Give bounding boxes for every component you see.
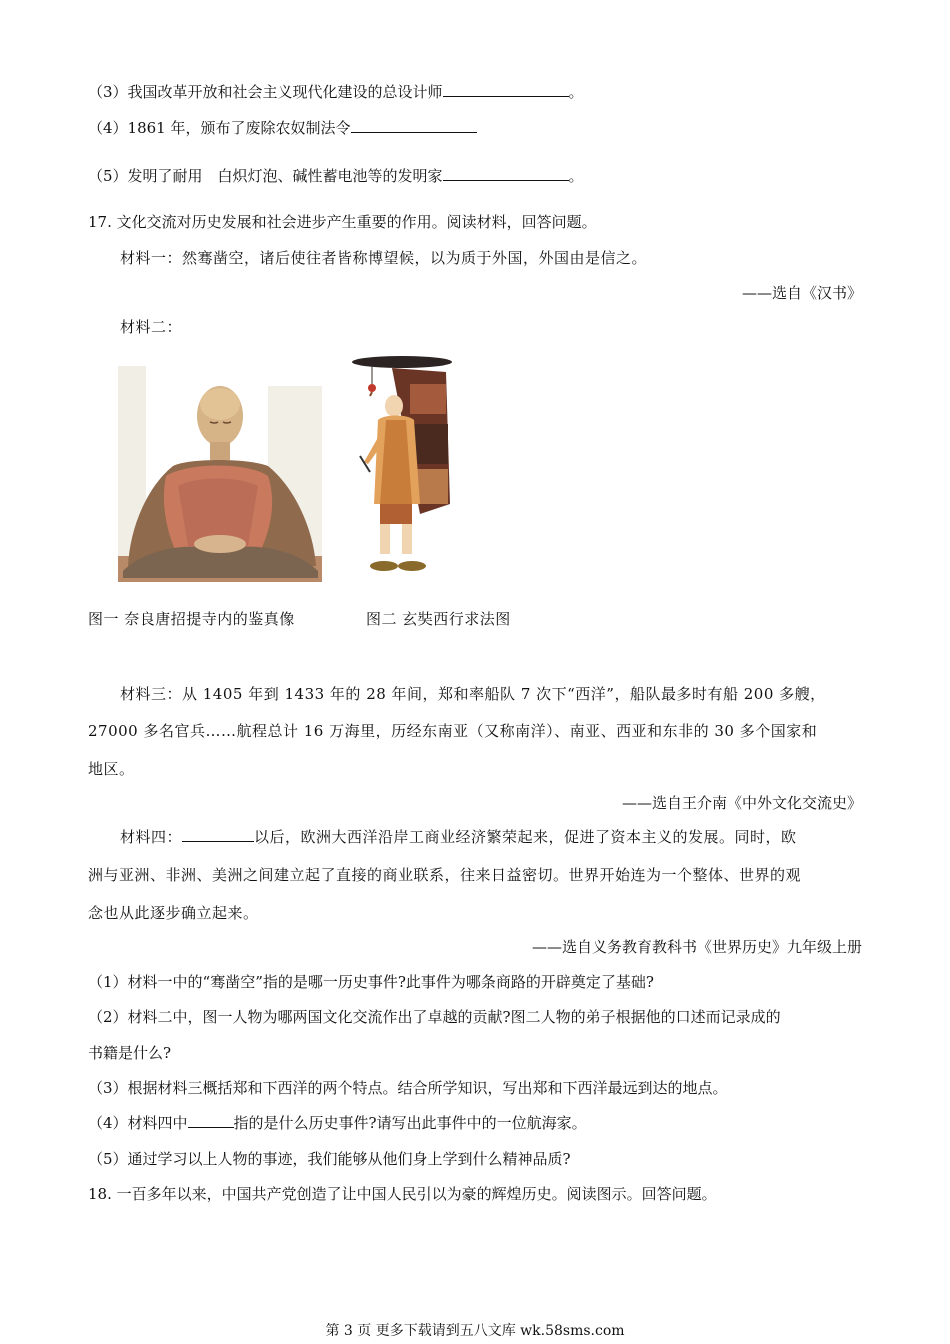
material-4-source: ——选自义务教育教科书《世界历史》九年级上册 bbox=[531, 938, 862, 956]
material-1-source: ——选自《汉书》 bbox=[741, 284, 862, 302]
material-4-line-1 bbox=[120, 827, 797, 847]
sub-question-3: （3）根据材料三概括郑和下西洋的两个特点。结合所学知识，写出郑和下西洋最远到达的地点。 bbox=[88, 1079, 728, 1097]
sub-question-1: （1）材料一中的“骞凿空”指的是哪一历史事件?此事件为哪条商路的开辟奠定了基础? bbox=[88, 973, 654, 991]
material-4-label: 材料四： bbox=[120, 828, 183, 846]
material-1: 材料一：然骞凿空，诸后使往者皆称博望候，以为质于外国，外国由是信之。 bbox=[120, 249, 648, 267]
jianzhen-statue-image bbox=[118, 366, 322, 582]
question-4-line bbox=[88, 118, 477, 138]
page-footer: 第 3 页 更多下载请到五八文库 wk.58sms.com bbox=[325, 1323, 625, 1339]
sub-question-4-text-a: （4）材料四中 bbox=[88, 1114, 188, 1132]
question-3-text: （3）我国改革开放和社会主义现代化建设的总设计师 bbox=[88, 83, 443, 101]
sub-question-2-line-1: （2）材料二中，图一人物为哪两国文化交流作出了卓越的贡献?图二人物的弟子根据他的口述而记录成的 bbox=[88, 1008, 781, 1026]
xuanzang-travel-image bbox=[350, 354, 460, 578]
material-4-line-3: 念也从此逐步确立起来。 bbox=[88, 904, 259, 922]
material-4-line-2: 洲与亚洲、非洲、美洲之间建立起了直接的商业联系，往来日益密切。世界开始连为一个整体、世界的观 bbox=[88, 866, 802, 884]
sub-question-5: （5）通过学习以上人物的事迹，我们能够从他们身上学到什么精神品质? bbox=[88, 1150, 571, 1168]
q18-intro: 18. 一百多年以来，中国共产党创造了让中国人民引以为豪的辉煌历史。阅读图示。回答问题。 bbox=[88, 1185, 717, 1203]
figure-1-caption: 图一 奈良唐招提寺内的鉴真像 bbox=[88, 610, 295, 628]
question-5-end: 。 bbox=[568, 167, 584, 185]
sub-question-2-line-2: 书籍是什么? bbox=[88, 1044, 172, 1062]
material-3-source: ——选自王介南《中外文化交流史》 bbox=[621, 794, 862, 812]
sub-question-4 bbox=[88, 1113, 587, 1133]
figure-2-caption: 图二 玄奘西行求法图 bbox=[366, 610, 511, 628]
material-4-text: 以后，欧洲大西洋沿岸工商业经济繁荣起来，促进了资本主义的发展。同时，欧 bbox=[254, 828, 797, 846]
question-3-line bbox=[88, 82, 584, 102]
question-5-line bbox=[88, 166, 584, 186]
material-2-label: 材料二： bbox=[120, 318, 183, 336]
answer-blank bbox=[351, 118, 477, 133]
question-3-end: 。 bbox=[568, 83, 584, 101]
sub-question-4-text-b: 指的是什么历史事件?请写出此事件中的一位航海家。 bbox=[233, 1114, 587, 1132]
answer-blank bbox=[188, 1113, 234, 1128]
material-3-line-2: 27000 多名官兵……航程总计 16 万海里，历经东南亚（又称南洋）、南亚、西亚和东非的 30 多个国家和 bbox=[88, 722, 818, 740]
question-5-text: （5）发明了耐用 白炽灯泡、碱性蓄电池等的发明家 bbox=[88, 167, 443, 185]
answer-blank bbox=[443, 166, 569, 181]
answer-blank bbox=[443, 82, 569, 97]
question-4-text: （4）1861 年，颁布了废除农奴制法令 bbox=[88, 119, 351, 137]
q17-intro: 17. 文化交流对历史发展和社会进步产生重要的作用。阅读材料，回答问题。 bbox=[88, 213, 597, 231]
material-3-line-1: 材料三：从 1405 年到 1433 年的 28 年间，郑和率船队 7 次下“西洋”，船队最多时有船 200 多艘， bbox=[120, 685, 826, 703]
material-3-line-3: 地区。 bbox=[88, 760, 135, 778]
answer-blank bbox=[182, 827, 254, 842]
